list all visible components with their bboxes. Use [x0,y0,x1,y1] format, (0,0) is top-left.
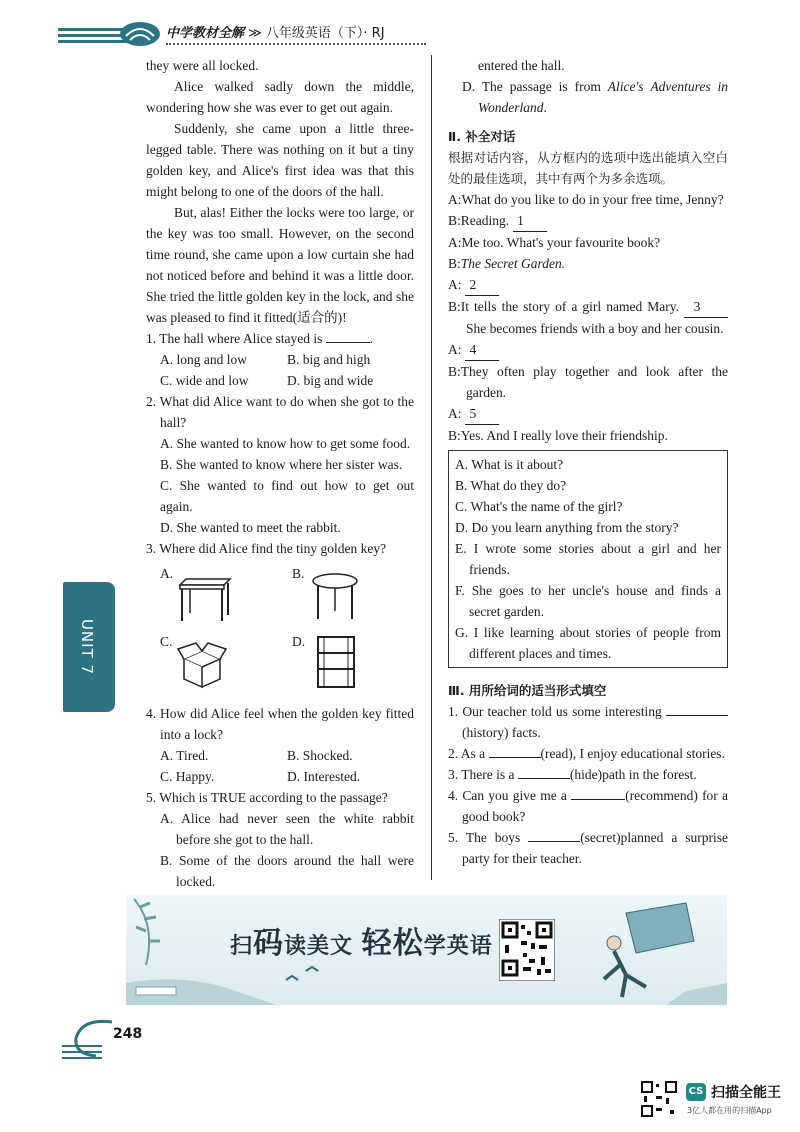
option: A. Tired. [160,748,209,763]
blank-number: 5 [465,403,499,425]
option: B. Some of the doors around the hall were locked. [160,853,414,889]
column-divider [431,55,432,880]
round-table-icon [310,571,360,623]
square-table-icon [176,575,232,623]
choices-box [448,450,728,668]
option: A. Alice had never seen the white rabbit before she got to the hall. [160,811,414,847]
page-number: 248 [113,1026,143,1042]
answer-blank [666,715,728,716]
dialogue-line: A:What do you like to do in your free time, Jenny? [448,192,724,207]
option-row [146,745,414,766]
choice-option: A. What is it about? [455,457,564,472]
passage-paragraph: Alice walked sadly down the middle, wondering how she was ever to get out again. [146,79,414,115]
answer-blank [326,342,370,343]
book-name: 八年级英语（下）· RJ [265,26,385,41]
dialogue-line: A: 2 [448,274,728,296]
question-3: 3. Where did Alice find the tiny golden key? [146,541,387,556]
answer-blank [571,799,625,800]
option: B. big and high [287,352,371,367]
blank-number: 3 [684,296,728,318]
right-column [448,55,728,869]
dialogue-line: A: 4 [448,339,728,361]
dialogue-line: B:Yes. And I really love their friendship. [448,428,668,443]
option: D. The passage is from Alice's Adventures in Wonderland. [462,79,729,115]
option-continuation: entered the hall. [478,58,565,73]
fill-item: 4. Can you give me a (recommend) for a good book? [448,788,729,824]
passage-paragraph: Suddenly, she came upon a little three-legged table. There was nothing on it but a tiny golden key, and Alice's first idea was that this might belong to one of the doors of the hall. [146,121,414,199]
scanner-app-name: 扫描全能王 [711,1085,781,1101]
shelf-icon [314,633,358,691]
dialogue-line: B:They often play together and look after the garden. [448,364,728,400]
choice-option: B. What do they do? [455,478,567,493]
open-box-icon [176,635,228,691]
header-dotted-rule [166,43,426,45]
option: D. big and wide [287,373,374,388]
choice-option: C. What's the name of the girl? [455,499,623,514]
choice-option: D. Do you learn anything from the story? [455,520,679,535]
qr-code-icon[interactable] [499,919,555,981]
dialogue-line: A:Me too. What's your favourite book? [448,235,661,250]
passage-paragraph: But, alas! Either the locks were too large, or the key was too small. However, on the second time round, she came upon a low curtain she had not noticed before and behind it was a little door. She tried the little golden key in the lock, and she was pleased to find it fitted(适合的)! [146,205,414,325]
question-4: 4. How did Alice feel when the golden key fitted into a lock? [146,706,414,742]
option: A. long and low [160,352,247,367]
question-2: 2. What did Alice want to do when she got to the hall? [146,394,414,430]
question-1: 1. The hall where Alice stayed is . [146,331,374,346]
section-3-heading: Ⅲ. 用所给词的适当形式填空 [448,683,607,698]
answer-blank [518,778,570,779]
choice-option: G. I like learning about stories of people from different places and times. [455,625,721,661]
choice-option: E. I wrote some stories about a girl and her friends. [455,541,721,577]
answer-blank [528,841,580,842]
passage-continuation: they were all locked. [146,58,259,73]
option: B. Shocked. [287,748,353,763]
option: C. wide and low [160,373,249,388]
fill-item: 2. As a (read), I enjoy educational stories. [448,746,725,761]
answer-blank [489,757,541,758]
option-row [146,766,414,787]
option: D. She wanted to meet the rabbit. [160,520,341,535]
option-row [146,349,414,370]
option-label: A. [160,566,174,581]
scanner-tagline: 3亿人都在用的扫描App [687,1106,772,1115]
section-2-instruction: 根据对话内容，从方框内的选项中选出能填入空白处的最佳选项，其中有两个为多余选项。 [448,150,728,186]
scanner-logo-icon: CS [686,1083,706,1101]
option: A. She wanted to know how to get some food. [160,436,411,451]
dialogue-line: B:The Secret Garden. [448,256,566,271]
dialogue-line: A: 5 [448,403,728,425]
option: C. She wanted to find out how to get out again. [160,478,414,514]
question-stem: 1. The hall where Alice stayed is [146,331,323,346]
option: C. Happy. [160,769,215,784]
option-label: D. [292,634,306,649]
picture-options [146,561,414,699]
fill-item: 1. Our teacher told us some interesting (history) facts. [448,701,728,743]
book-title: Alice's Adventures in Wonderland [478,79,729,115]
option: D. Interested. [287,769,361,784]
question-5: 5. Which is TRUE according to the passage? [146,790,388,805]
scanner-qr-code-icon [640,1080,678,1118]
series-name: 中学教材全解 [166,26,245,41]
banner-slogan: 扫码读美文 轻松学英语 [230,926,493,961]
fill-item: 5. The boys (secret)planned a surprise party for their teacher. [448,830,728,866]
option: B. She wanted to know where her sister was. [160,457,403,472]
left-column [146,55,414,913]
section-2-heading: Ⅱ. 补全对话 [448,129,516,144]
dialogue-line: B:Reading. 1 [448,210,728,232]
book-logo-icon [118,18,162,48]
dialogue-line: B:It tells the story of a girl named Mary. 3 She becomes friends with a boy and her cousin. [448,296,728,339]
option-label: B. [292,566,305,581]
blank-number: 2 [465,274,499,296]
unit-tab-label: UNIT 7 [78,618,96,676]
option-row [146,370,414,391]
blank-number: 1 [513,210,547,232]
option-label: C. [160,634,173,649]
choice-option: F. She goes to her uncle's house and finds a secret garden. [455,583,721,619]
fill-item: 3. There is a (hide)path in the forest. [448,767,697,782]
blank-number: 4 [465,339,499,361]
header-title: 中学教材全解 ≫ 八年级英语（下）· RJ [166,26,385,41]
